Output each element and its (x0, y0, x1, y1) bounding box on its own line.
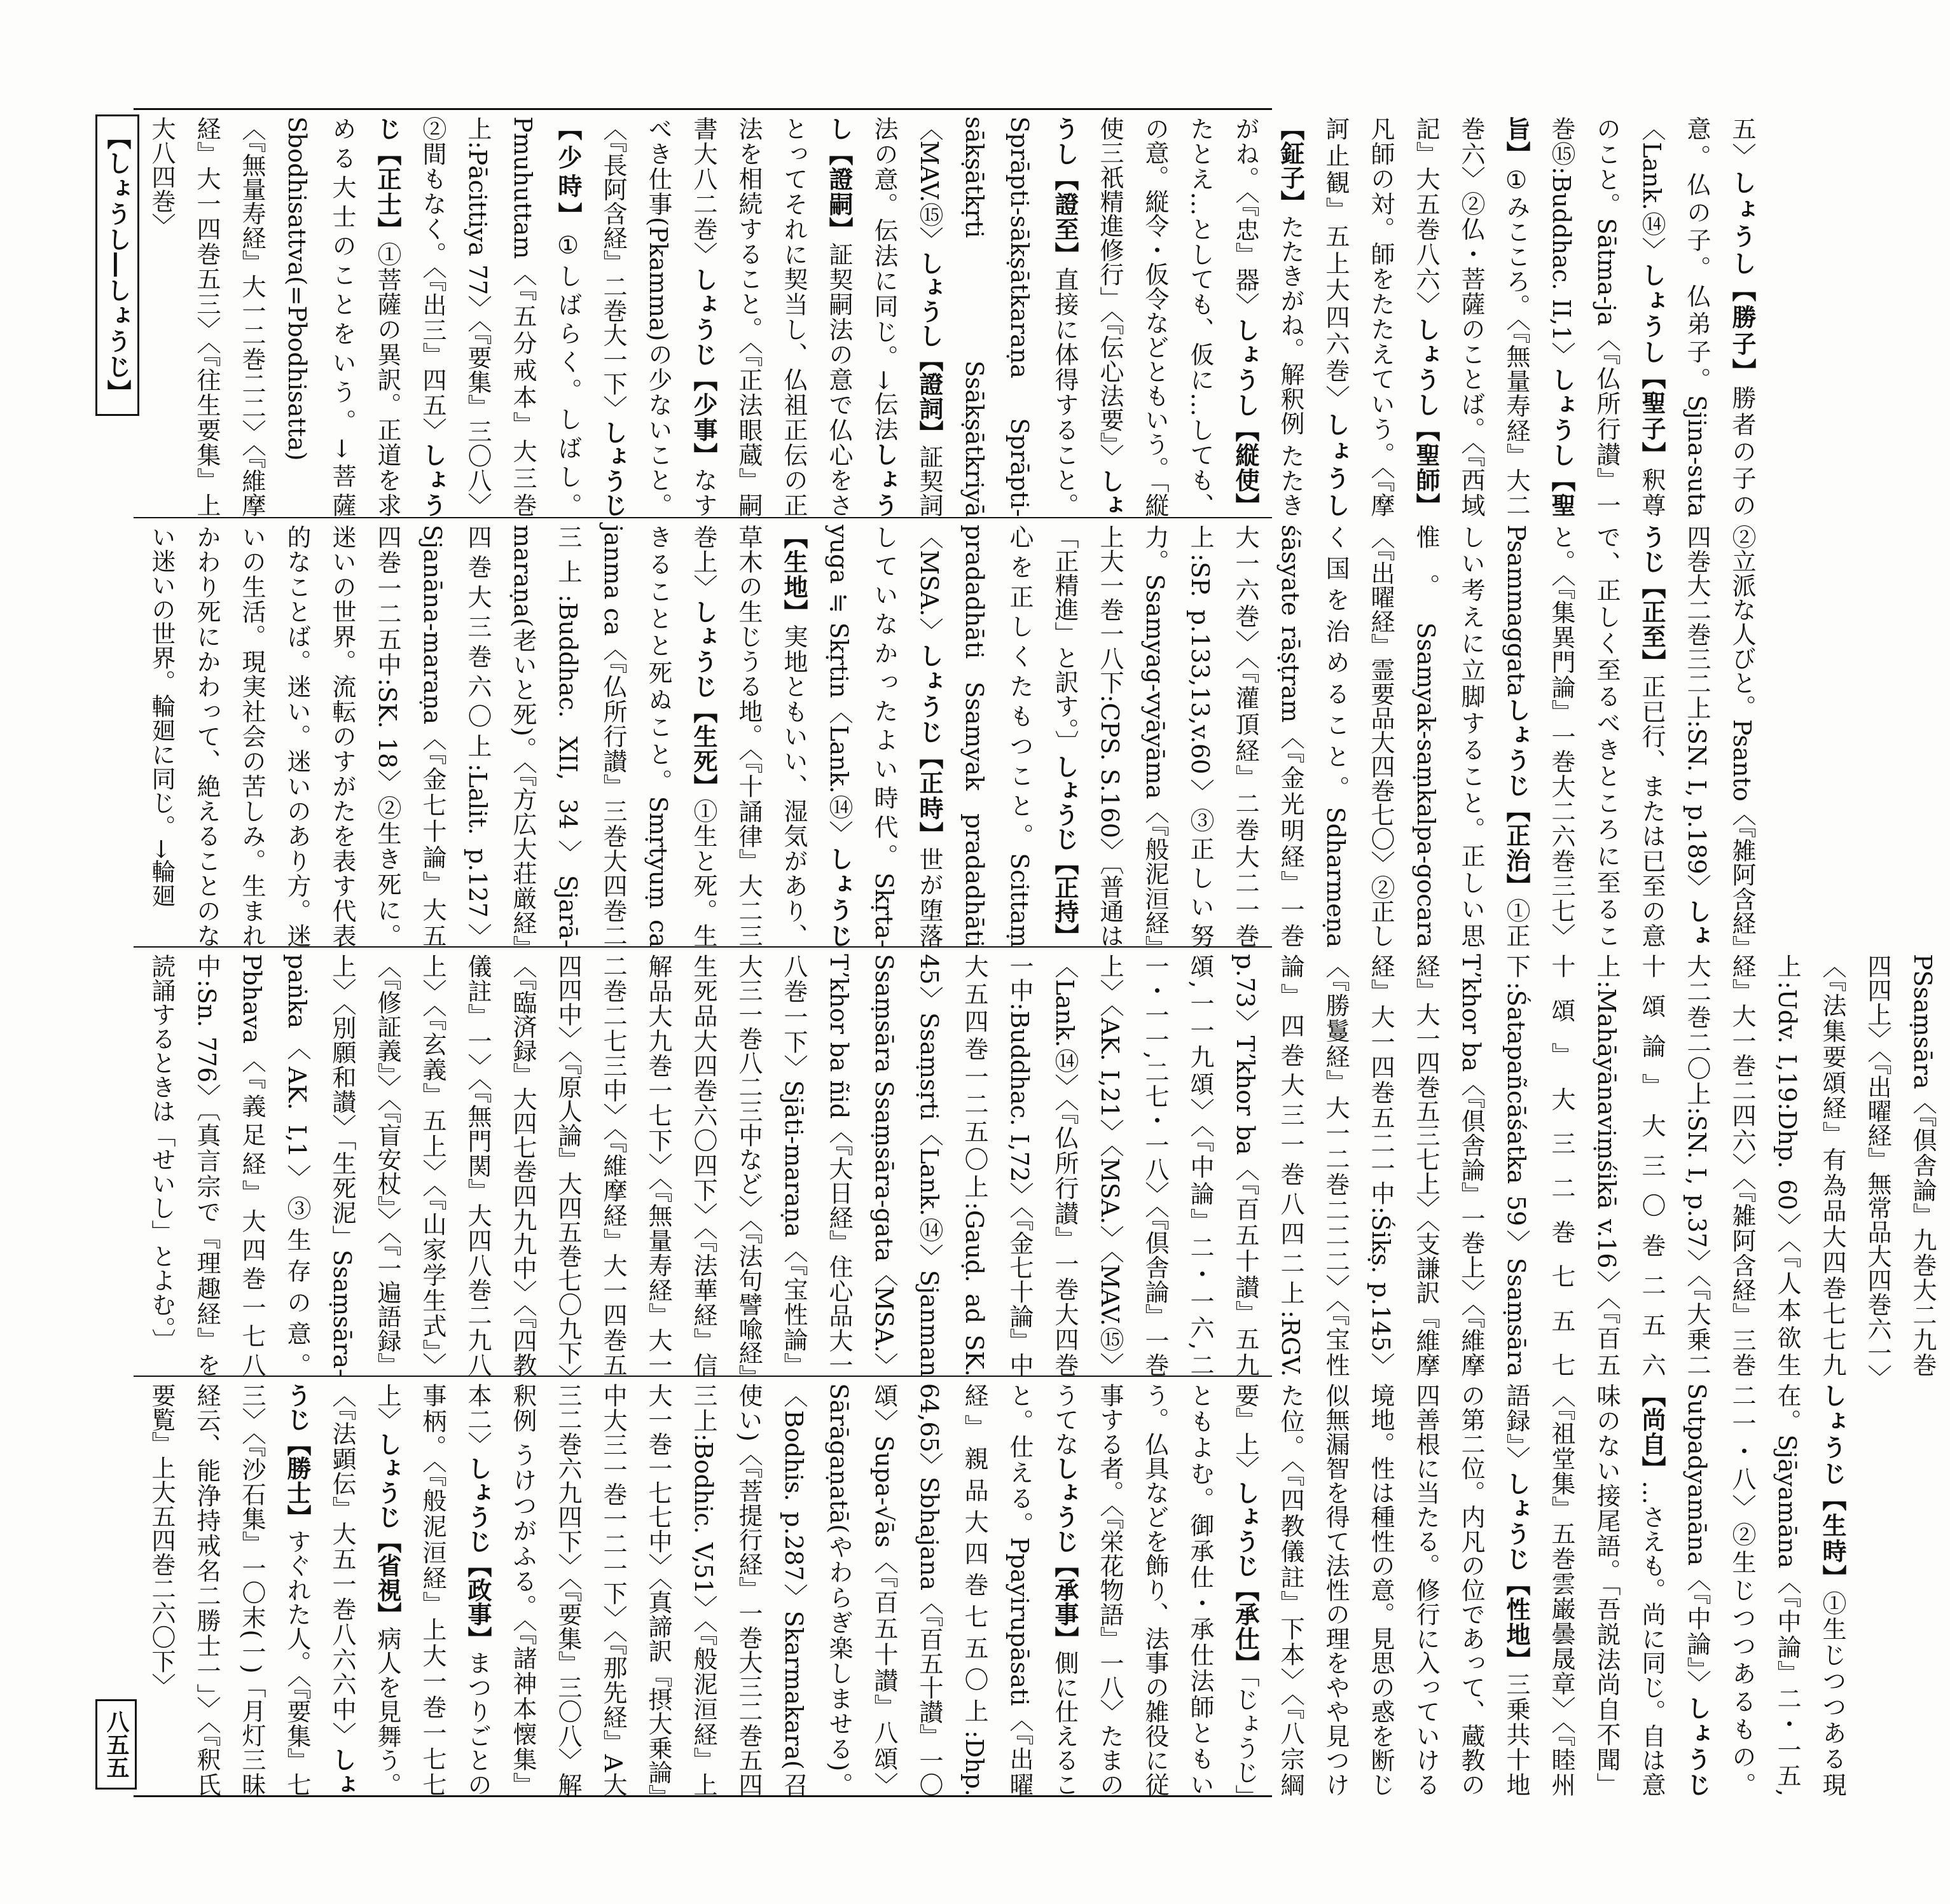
entry-body: ①菩薩の異訳。正道を求める大士のことをいう。→菩薩Sbodhisattva(=Pbodhisatta)〈『無量寿経』大一二巻二二〉〈『維摩経』大一四巻五三〉〈『往生要集』上大八四巻〉 (148, 116, 401, 518)
entry-headword: しょうじ【生時】 (1818, 1383, 1846, 1591)
dictionary-page (134, 108, 1937, 1797)
entry-headword: しょうじ【正持】 (1051, 754, 1079, 948)
entry-body: 五〉 (1728, 116, 1756, 170)
entry-body: 正已行、または已至の意で、正しく至るべきところに至ること。〈『集異門論』一巻大二六巻三七〉Psammaggata (1502, 525, 1666, 948)
band-text (134, 1377, 1860, 1797)
entry-headword: しょうじ【省視】 (373, 1431, 401, 1627)
entry-body: 凡師の対。師をたたえていう。〈『摩訶止観』五上大四六巻〉 (1322, 116, 1395, 517)
entry-body: 直接に体得すること。Sprāpti-sākṣātkaraṇa Sprāpti-sākṣātkṛti Ssākṣātkriyā〈MAV.⑮〉 (915, 116, 1079, 518)
dictionary-entry (1051, 525, 1530, 948)
text-band-1 (134, 110, 1756, 518)
dictionary-entry (1502, 1383, 1711, 1797)
entry-body: …さえも。尚に同じ。自は意味のない接尾語。「吾説法尚自不聞」〈『祖堂集』五巻雲巌曇晟章〉〈『睦州語録』〉 (1502, 1383, 1666, 1797)
dictionary-entry (328, 1383, 401, 1797)
entry-headword: しょうじ【承仕】 (1231, 1480, 1259, 1675)
page-number: 八五五 (95, 1699, 137, 1790)
text-band-4 (134, 1376, 1846, 1797)
dictionary-entry (915, 116, 1124, 517)
entry-headword: しょうし【證嗣】 (825, 116, 898, 518)
page-header: 【しょうし―しょうじ】 (95, 114, 139, 416)
dictionary-entry (148, 116, 446, 517)
entry-body: ①みこころ。〈『無量寿経』大二巻六〉②仏・菩薩のことば。〈『西域記』大五巻八六〉 (1412, 116, 1530, 517)
entry-body: すぐれた人。〈『要集』七三〉〈『沙石集』一〇末(一)「月灯三昧経云、能浄持戒名二勝士一」〉〈『釈氏要覧』上大五四巻二六〇下〉 (148, 1383, 311, 1797)
dictionary-entry (1051, 1383, 1259, 1797)
entry-headword: しょうじ【性地】 (1502, 1471, 1530, 1673)
entry-body: 病人を見舞う。〈『法顕伝』大五一巻八六六中〉 (328, 1383, 401, 1797)
entry-body: まつりごとの事柄。〈『般泥洹経』上大一巻一七七上〉 (373, 1383, 492, 1797)
entry-body: たとえ…としても、仮に…しても、の意。縦令・仮令などともいう。「縦使三祇精進修行」〈『伝心法要』〉 (1096, 116, 1214, 518)
entry-headword: しょうじ【正治】 (1502, 696, 1530, 899)
entry-body: 側に仕えること。仕える。Ppayirupāsati〈『出曜経』親品大四巻七五〇上:Dhp. 64,65〉Sbhajana〈『百五十讃』一〇頌〉Supa-√ās〈『百五十讃』八頌〉Sārāgaṇatā(やわらぎ楽しませる)。〈Bodhis. p.287〉Skarmakara(召使い)〈『菩提行経』一巻大三二巻五四三上:Bodhic. V,51〉〈『般泥洹経』上大一巻一七七中〉〈真諦訳『摂大乗論』中大三一巻一二一下〉〈『那先経』A大三二巻六九四下〉〈『要集』三〇八〉解釈例 うけつがふる。〈『諸神本懐集』本二〉 (464, 1383, 1079, 1797)
entry-body: 心を正しくたもつこと。Scittaṃ pradadhāti Ssamyak pradadhāti〈MSA.〉 (915, 525, 1034, 948)
entry-headword: しょうし【證至】 (1051, 116, 1124, 518)
entry-headword: しょうし【鉦子】 (1276, 116, 1350, 518)
entry-body: たたきがね。解釈例 たたきがね。〈『忠』器〉 (1231, 116, 1304, 517)
entry-body: ①しばらく。しばし。Pmuhuttam〈『五分戒本』大三巻上:Pācittiya 77〉〈『要集』三〇八〉②間もなく。〈『出三』四五〉 (418, 116, 582, 518)
entry-body: 釈尊のこと。Sātma-ja〈『仏所行讃』一巻⑮:Buddhac. II,1〉 (1547, 116, 1666, 518)
dictionary-entry (1683, 525, 1756, 948)
entry-headword: しょうし【勝子】 (1728, 170, 1756, 385)
entry-headword: しょうじ【少時】 (554, 116, 627, 517)
entry-headword: しょうし【聖子】 (1638, 263, 1666, 467)
entry-headword: しょうじ【生地】 (780, 525, 853, 948)
dictionary-entry (1728, 116, 1756, 170)
entry-body: 証契嗣法の意で仏心をさとってそれに契当し、仏祖正伝の正法を相続すること。〈『正法眼蔵』嗣書大八二巻〉 (689, 116, 853, 518)
entry-body: PSsaṃsāra〈『倶舎論』九巻大二九巻四四上〉〈『出曜経』無常品大四巻六一〉〈『法集要頌経』有為品大四巻七七九上:Udv. I,19:Dhp. 60〉〈『人本欲生経』大一巻二四六〉〈『雑阿含経』三巻大二巻二〇上:SN. I, p.37〉〈『大乗二十頌論』大三〇巻二五六上:Mahāyānaviṃśikā v.16〉〈『百五十頌』大三二巻七五七下:Śatapañcāśatka 59〉Ssaṃsāra Tʼkhor ba〈『倶舎論』一巻上〉〈『維摩経』大一四巻五三七上〉〈支謙訳『維摩経』大一四巻五二一中:Śikṣ. p.145〉〈『勝鬘経』大一二巻二二二〉〈『宝性論』四巻大三一巻八四二上:RGV. p.73〉Tʼkhor ba〈『百五十讃』五九頌,一一九頌〉〈『中論』二・一六,二一・一一,二七・一八〉〈『倶舎論』一巻上〉〈AK. I,21〉〈MSA.〉〈MAV.⑮〉〈Lank.⑭〉〈『仏所行讃』一巻大四巻一中:Buddhac. I,72〉〈『金七十論』中大五四巻一二五〇上:Gauḍ. ad SK. 45〉Ssaṃsṛti〈Lank.⑭〉Sjanman Ssaṃsāra Ssaṃsāra-gata〈MSA.〉Tʼkhor ba ñid〈『大日経』住心品大一八巻一下〉Sjāti-maraṇa〈『宝性論』大三一巻八二三中など〉〈『法句譬喩経』生死品大四巻六〇四下〉〈『法華経』信解品大九巻一七下〉〈『無量寿経』大一二巻二七三中〉〈『維摩経』大一四巻五四四中〉〈『原人論』大四五巻七〇九下〉〈『臨済録』大四七巻四九九中〉〈『四教儀註』一〉〈『無門関』大四八巻二九八上〉〈『玄義』五上〉〈『山家学生式』〉〈『修証義』〉〈『盲安杖』〉〈『一遍語録』上〉〈別願和讃〉「生死泥」Ssaṃsāra-paṅka〈AK. I,1〉③生存の意。Pbhava〈『義足経』大四巻一七八中:Sn. 776〉〔真言宗で『理趣経』を読誦するときは「せいし」とよむ。〕 (148, 954, 1937, 1377)
dictionary-entry (148, 525, 717, 948)
entry-body: 証契詞法の意。伝法に同じ。→伝法 (870, 116, 943, 517)
dictionary-entry (418, 116, 627, 517)
band-text (134, 110, 1769, 517)
entry-body: ②立派な人びと。Psanto〈『雑阿含経』四巻大二巻三二上:SN. I, p.189〉 (1683, 525, 1756, 948)
entry-body: ①正しい考えに立脚すること。正しい思惟。Ssamyak-saṃkalpa-gocara〈『出曜経』霊要品大四巻七〇〉②正しく国を治めること。Sdharmeṇa śāsyate rāṣṭram〈『金光明経』一巻大一六巻〉〈『灌頂経』二巻大二一巻上:SP. p.133,13,v.60〉③正しい努力。Ssamyag-vyāyāma〈『般泥洹経』上大一巻一八下:CPS. S.160〉〔普通は「正精進」と訳す。〕 (1051, 525, 1530, 948)
entry-body: ①生と死。生きることと死ぬこと。Smṛtyuṃ ca janma ca〈『仏所行讃』三巻大四巻二三上:Buddhac. XII, 34〉Sjarā-maraṇa(老いと死)。〈『方広大荘厳経』四巻大三巻六〇上:Lalit. p.127〉Sjanāna-maraṇa〈『金七十論』大五四巻一二五中:SK. 18〉②生き死に。迷いの世界。流転のすがたを表す代表的なことば。迷い。迷いのあり方。迷いの生活。現実社会の苦しみ。生まれかわり死にかわって、絶えることのない迷いの世界。輪廻に同じ。→輪廻 (148, 525, 717, 948)
entry-body: 勝者の子の意。仏の子。仏弟子。Sjina-suta〈Lank.⑭〉 (1638, 116, 1756, 518)
text-band-2 (134, 517, 1756, 948)
entry-headword: しょうじ【正至】 (1638, 525, 1711, 948)
dictionary-entry (464, 1383, 1079, 1797)
entry-headword: しょうじ【正時】 (915, 643, 943, 847)
entry-headword: しょうじ【承事】 (1051, 1456, 1079, 1651)
entry-headword: しょうじ【勝士】 (283, 1383, 356, 1797)
entry-body: ①生じつつある現在。Sjāyamāna〈『中論』二・一五,二一・八〉②生じつつあるもの。Sutpadyamāna〈『中論』〉 (1683, 1383, 1846, 1797)
entry-headword: しょうじ【正士】 (373, 116, 446, 517)
entry-headword: しょうじ【生死】 (689, 599, 717, 799)
dictionary-entry (148, 1383, 356, 1797)
dictionary-entry (689, 116, 898, 517)
entry-headword: しょうじ【尚自】 (1638, 1383, 1711, 1797)
band-text (134, 948, 1950, 1377)
text-band-3 (134, 946, 1937, 1377)
dictionary-entry (1231, 1383, 1530, 1797)
entry-headword: しょうじ【少事】 (689, 266, 717, 468)
entry-body: 実地ともいい、湿気があり、草木の生じうる地。〈『十誦律』大二三巻上〉 (689, 525, 808, 948)
entry-headword: しょうし【聖師】 (1412, 317, 1440, 518)
band-text (134, 518, 1769, 948)
entry-headword: しょうし【聖旨】 (1502, 116, 1575, 518)
entry-body: 三乗共十地の第二位。内凡の位であって、蔵教の四善根に当たる。修行に入っていける境地。性は種性の意。見思の惑を断じ似無漏智を得て法性の理をやや見つけた位。〈『四教儀註』下本〉〈『八宗綱要』上〉 (1231, 1383, 1530, 1797)
dictionary-entry (148, 954, 1937, 1377)
dictionary-entry (1502, 525, 1711, 948)
entry-headword: しょうし【證詞】 (915, 251, 943, 445)
entry-body: 世が堕落していなかったよい時代。Skṛta-yuga ≒ Skṛtin〈Lank.⑭〉 (825, 525, 943, 948)
entry-body: なすべき仕事(Pkamma)の少ないこと。〈『長阿含経』二巻大一下〉 (599, 116, 717, 518)
entry-body: 「じょうじ」ともよむ。御承仕・承仕法師ともいう。仏具などを飾り、法事の雑役に従事する者。〈『栄花物語』一八〉たまのうてな (1051, 1383, 1259, 1797)
entry-headword: しょうし【縦使】 (1231, 317, 1259, 517)
entry-headword: しょうじ【政事】 (464, 1456, 492, 1651)
